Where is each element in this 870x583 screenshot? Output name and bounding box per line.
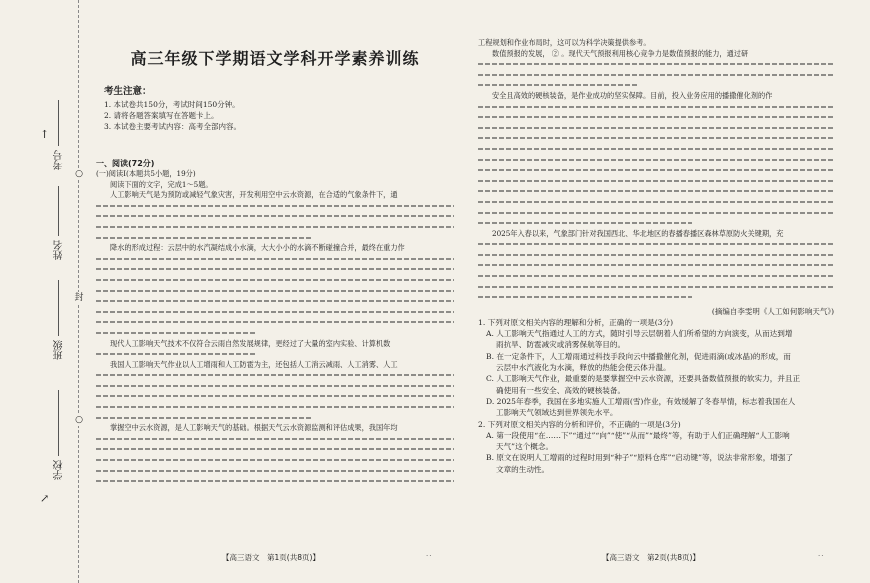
text-line [96,349,454,360]
text-line [478,70,834,81]
option-cont: 确使用有一些安全、高效的硬核装备。 [496,385,626,395]
text-line [96,296,454,307]
text-line [96,286,454,297]
text-line [478,186,834,197]
text-line [478,208,834,219]
text-line [478,197,834,208]
option: D. 2025年春季，我国在多地实施人工增雨(雪)作业，有效缓解了冬春旱情，标志着我国在人 [486,396,796,406]
option-cont: 文章的生动性。 [496,464,550,474]
text-line [96,476,454,487]
text-line [478,176,834,187]
text-line [478,123,834,134]
option: A. 人工影响天气指通过人工的方式，随时引导云层朝着人们所希望的方向演变，从而达到增 [486,329,793,339]
text-line [96,402,454,413]
paragraph-start: 人工影响天气是为预防或减轻气象灾害，开发利用空中云水资源，在合适的气象条件下，通 [110,190,398,200]
class-line [58,280,59,336]
text-line [478,271,834,282]
section-heading: 一、阅读(72分) [96,159,155,168]
arrow-icon: ↗ [40,492,50,505]
text-line [478,260,834,271]
option: C. 人工影响天气作业，最重要的是要掌握空中云水资源，还要具备数值预报的软实力，并且正 [486,374,801,384]
option-cont: 天气”这个概念。 [496,442,554,452]
text-line [478,144,834,155]
option-cont: 雨抗旱、防雹减灾或消雾保航等目的。 [496,340,626,350]
binding-margin [0,0,86,583]
continued-line: 工程规划和作业布局时，这可以为科学决策提供参考。 [478,38,651,47]
option-cont: 云层中水汽液化为水滴，释放的热能会使云体升温。 [496,363,671,373]
binding-mark: ○ [73,168,85,180]
paragraph-start: 降水的形成过程：云层中的水汽凝结成小水滴，大大小小的水滴不断碰撞合并，最终在重力作 [110,243,405,253]
text-line [96,254,454,265]
text-line [96,328,454,339]
text-line [478,59,834,70]
page-1 [96,38,454,487]
paragraph-start: 2025年入春以来，气象部门针对我国西北、华北地区的春播春播区森林草原防火关键期，充 [492,228,784,238]
text-line [96,370,454,381]
binding-mark: ○ [73,414,85,426]
exam-no-label: 考号 [54,150,65,170]
source-citation: (摘编自李雯明《人工如何影响天气》) [711,306,834,316]
option: B. 在一定条件下，人工增雨通过科技手段向云中播撒催化剂，促进雨滴(或冰晶)的形成，而 [486,351,791,361]
notice-heading: 考生注意： [104,86,152,97]
page-footer: 【高三语文 第1页(共8页)】 [222,553,320,562]
text-line [96,307,454,318]
class-label: 班级 [54,340,65,360]
text-line [96,444,454,455]
reading-instruction: 阅读下面的文字，完成1～5题。 [110,179,213,189]
text-line [96,264,454,275]
text-line [478,80,834,91]
option: B. 原文在说明人工增雨的过程时用到“种子”“原料仓库”“启动键”等，说法非常形象，增强了 [486,453,794,463]
paragraph-start: 安全且高效的硬核装备，是作业成功的坚实保障。目前，投入业务应用的播撒催化剂的作 [492,90,773,100]
text-line [96,434,454,445]
text-line [96,201,454,212]
footer-dots: ·· [426,552,433,560]
paragraph-start: 掌握空中云水资源，是人工影响天气的基础。根据天气云水资源监测和评估成果，我国年均 [110,423,398,433]
exam-no-line [58,100,59,146]
text-line [96,413,454,424]
text-line [478,102,834,113]
paragraph-start: 现代人工影响天气技术不仅符合云雨自然发展规律，更经过了大量的室内实验、计算机数 [110,338,391,348]
notice-item: 1. 本试卷共150分，考试时间150分钟。 [104,100,240,109]
page-title: 高三年级下学期语文学科开学素养训练 [130,49,420,68]
text-line [478,250,834,261]
text-line [478,218,834,229]
text-line [478,165,834,176]
text-line [96,211,454,222]
text-line [96,381,454,392]
text-line [478,282,834,293]
page-2 [478,38,834,475]
text-line [96,317,454,328]
notice-item: 3. 本试卷主要考试内容：高考全部内容。 [104,122,242,131]
seal-char: 封 [74,293,84,303]
school-label: 学校 [54,460,65,480]
question-1: 1. 下列对原文相关内容的理解和分析，正确的一项是(3分) [478,317,674,327]
text-line [96,466,454,477]
paragraph-start: 我国人工影响天气作业以人工增雨和人工防雹为主，还包括人工消云减雨、人工消雾、人工 [110,359,398,369]
name-line [58,186,59,236]
text-line [478,112,834,123]
footer-dots: ·· [818,552,825,560]
question-2: 2. 下列对原文相关内容的分析和评价，不正确的一项是(3分) [478,419,681,429]
option-cont: 工影响天气领域达到世界领先水平。 [496,408,618,418]
page-footer: 【高三语文 第2页(共8页)】 [602,553,700,562]
notice-item: 2. 请将各题答案填写在答题卡上。 [104,111,219,120]
option: A. 第一段使用“在……下”“通过”“向”“使”“从而”“最终”等，有助于人们正确理解“人工影响 [486,430,790,440]
text-line [96,222,454,233]
subsection-heading: (一)阅读Ⅰ(本题共5小题，19分) [96,169,196,178]
text-line [478,292,834,303]
text-line [96,233,454,244]
text-line [478,133,834,144]
text-line [96,391,454,402]
text-line [96,275,454,286]
arrow-icon: ↑ [40,128,50,141]
text-line [96,455,454,466]
school-line [58,390,59,456]
paragraph-start: 数值预报的发展， ② 。现代天气预报利用核心竞争力是数值预报的能力，通过研 [492,48,749,58]
name-label: 姓名 [54,240,65,260]
text-line [478,239,834,250]
text-line [478,155,834,166]
